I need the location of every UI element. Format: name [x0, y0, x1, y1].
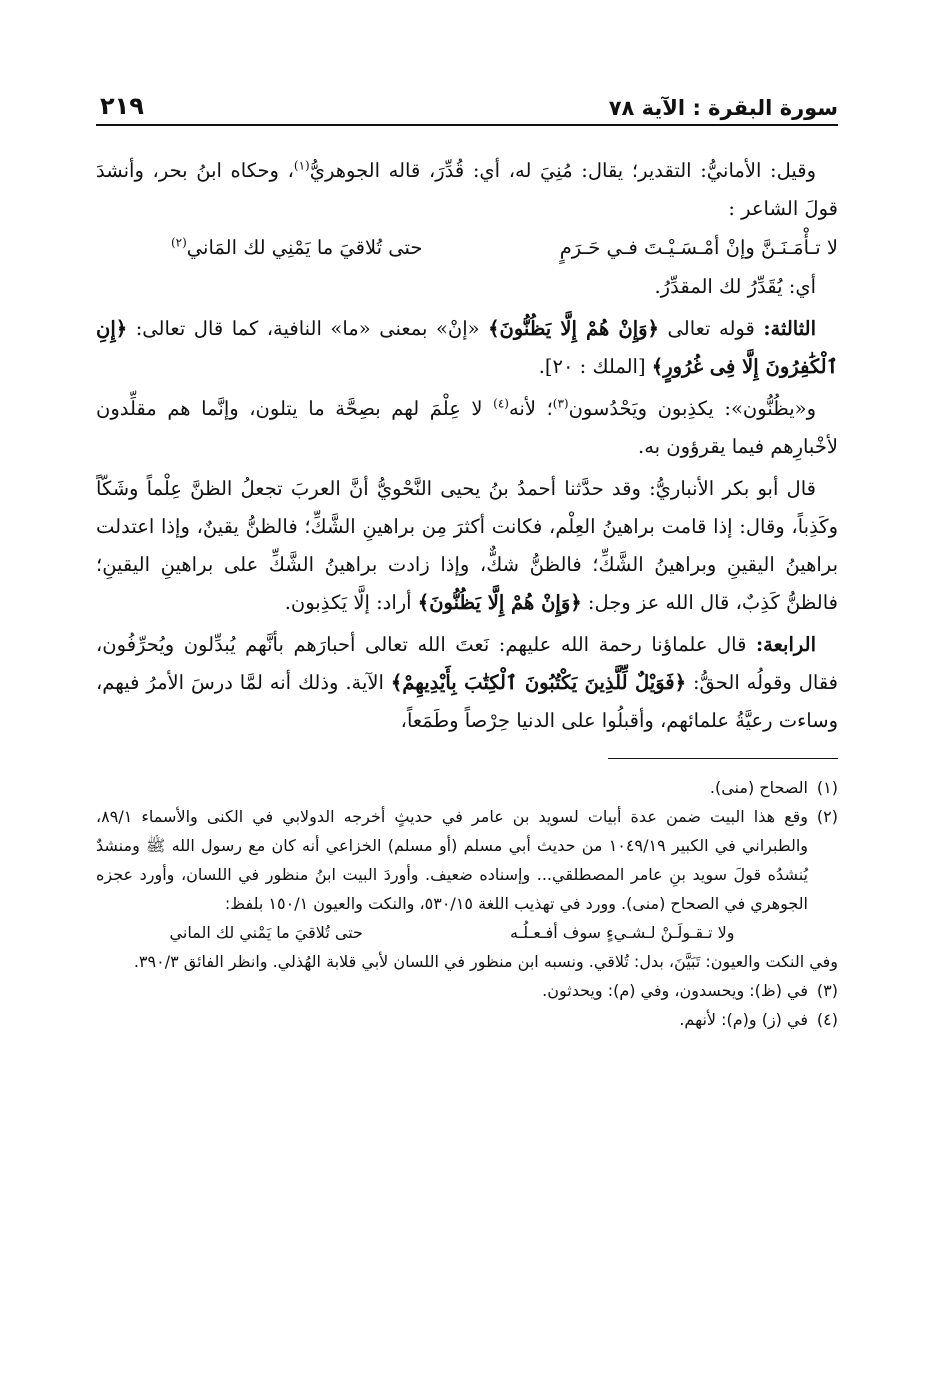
footnote-ref[interactable]: (١) — [293, 158, 310, 173]
section-label-third: الثالثة: — [763, 317, 816, 340]
footnote-4: (٤) في (ز) و(م): لأنهم. — [679, 1010, 838, 1029]
quran-quote: ﴿وَإِنْ هُمْ إِلَّا يَظُنُّونَ﴾ — [488, 317, 659, 340]
footnote-2: (٢) وقع هذا البيت ضمن عدة أبيات لسويد بن عامر في حديثٍ أخرجه الدولابي في الكنى والأسماء ٨٩/١، والطبراني في الكبير ١٠٤٩/١٩ من حديث أبي مسلم (أو مسلم) الخزاعي أنه كان مع رسول الله ﷺ ومنشدٌ يُنشدُه قولَ سويد بنِ عامر المصطلقي... وإسناده ضعيف. وأوردَ البيت ابنُ منظور في اللسان، وأورد عجزه الجوهري في الصحاح (منى). وورد في تهذيب اللغة ٥٣٠/١٥، والنكت والعيون ١٥٠/١ بلفظ: — [96, 807, 838, 913]
quran-quote: ﴿فَوَيْلٌ لِّلَّذِينَ يَكْتُبُونَ ٱلْكِتَٰبَ بِأَيْدِيهِمْ﴾ — [390, 671, 687, 694]
footnote-1: (١) الصحاح (منى). — [709, 778, 838, 797]
paragraph-yazunnun: و«يظُنُّون»: يكذِبون ويَحْدُسون$^{(٣)}$؛ لأنه$^{(٤)}$ لا عِلْمَ لهم بصِحَّة ما يتلون، وإنَّما هم مقلِّدون لأخْبارِهم فيما يقرؤون به. — [96, 396, 838, 458]
footnote-verse — [96, 918, 838, 947]
section-label-fourth: الرابعة: — [755, 633, 816, 656]
footnote-separator — [608, 758, 838, 759]
paragraph-meaning: أي: يُقَدِّرُ لك المقدِّرُ. — [654, 275, 816, 298]
footnote-2-continued: وفي النكت والعيون: تَبَيَّنَ، بدل: تُلاقي. ونسبه ابن منظور في اللسان لأبي قلابة الهُذلي. وانظر الفائق ٣٩٠/٣. — [133, 952, 838, 971]
verse-first-hemistich: لا تـأْمَـنَـنَّ وإنْ أمْـسَـيْـتَ فـي حَـرَمٍ — [559, 236, 838, 259]
footnote-ref[interactable]: (٣) — [552, 396, 569, 411]
surah-title: سورة البقرة : الآية ٧٨ — [608, 96, 838, 120]
paragraph-anbari: قال أبو بكر الأنباريُّ: وقد حدَّثنا أحمدُ بنُ يحيى النَّحْويُّ أنَّ العربَ تجعلُ الظنَّ عِلْماً وشَكّاً وكَذِباً، وقال: إذا قامت براهينُ العِلْم، فكانت أكثرَ مِن براهينِ الشَّكِّ؛ فالظنُّ يقينٌ، وإذا اعتدلت براهينُ اليقينِ وبراهينُ الشَّكِّ؛ فالظنُّ شكٌّ، وإذا زادت براهينُ الشَّكِّ على براهينِ اليقينِ؛ فالظنُّ كَذِبٌ، قال الله عز وجل: ﴿وَإِنْ هُمْ إِلَّا يَظُنُّونَ﴾ أراد: إلَّا يَكذِبون. — [96, 477, 838, 614]
poetry-verse — [96, 228, 838, 268]
page — [96, 88, 838, 1034]
running-header — [96, 88, 838, 126]
main-text — [96, 152, 838, 740]
footnote-ref[interactable]: (٢) — [170, 235, 187, 250]
footnote-verse-second: حتى تُلاقيَ ما يَمْني لك الماني — [169, 923, 363, 942]
quran-quote: ﴿إِنِ ٱلْكَٰفِرُونَ إِلَّا فِى غُرُورٍ﴾ — [96, 317, 838, 378]
footnotes — [96, 773, 838, 1034]
page-number: ٢١٩ — [100, 92, 144, 120]
footnote-3: (٣) في (ظ): ويحسدون، وفي (م): ويحدثون. — [542, 981, 838, 1000]
footnote-ref[interactable]: (٤) — [493, 396, 509, 411]
quran-quote: ﴿وَإِنْ هُمْ إِلَّا يَظُنُّونَ﴾ — [417, 591, 582, 614]
paragraph-amani: وقيل: الأمانيُّ: التقدير؛ يقال: مُنِيَ له، أي: قُدِّرَ، قاله الجوهريُّ$^{(١)}$، وحكاه ابنُ بحر، وأنشدَ قولَ الشاعر : — [96, 158, 838, 220]
paragraph-fourth: الرابعة: قال علماؤنا رحمة الله عليهم: نَعتَ الله تعالى أحبارَهم بأنَّهم يُبدِّلون ويُحرِّفُون، فقال وقولُه الحقُّ: ﴿فَوَيْلٌ لِّلَّذِينَ يَكْتُبُونَ ٱلْكِتَٰبَ بِأَيْدِيهِمْ﴾ الآية. وذلك أنه لمَّا درسَ الأمرُ فيهم، وساءت رعيَّةُ علمائهم، وأقبلُوا على الدنيا حِرْصاً وطَمَعاً، — [96, 633, 839, 732]
paragraph-third: الثالثة: قوله تعالى ﴿وَإِنْ هُمْ إِلَّا يَظُنُّونَ﴾ «إنْ» بمعنى «ما» النافية، كما قال تعالى: ﴿إِنِ ٱلْكَٰفِرُونَ إِلَّا فِى غُرُورٍ﴾ [الملك : ٢٠]. — [96, 317, 838, 378]
footnote-verse-first: ولا تـقـولَـنْ لـشـيءٍ سوف أفـعـلُـه — [509, 923, 735, 942]
verse-second-hemistich: حتى تُلاقيَ ما يَمْنِي لك المَاني$^{(٢)}$ — [170, 235, 423, 259]
